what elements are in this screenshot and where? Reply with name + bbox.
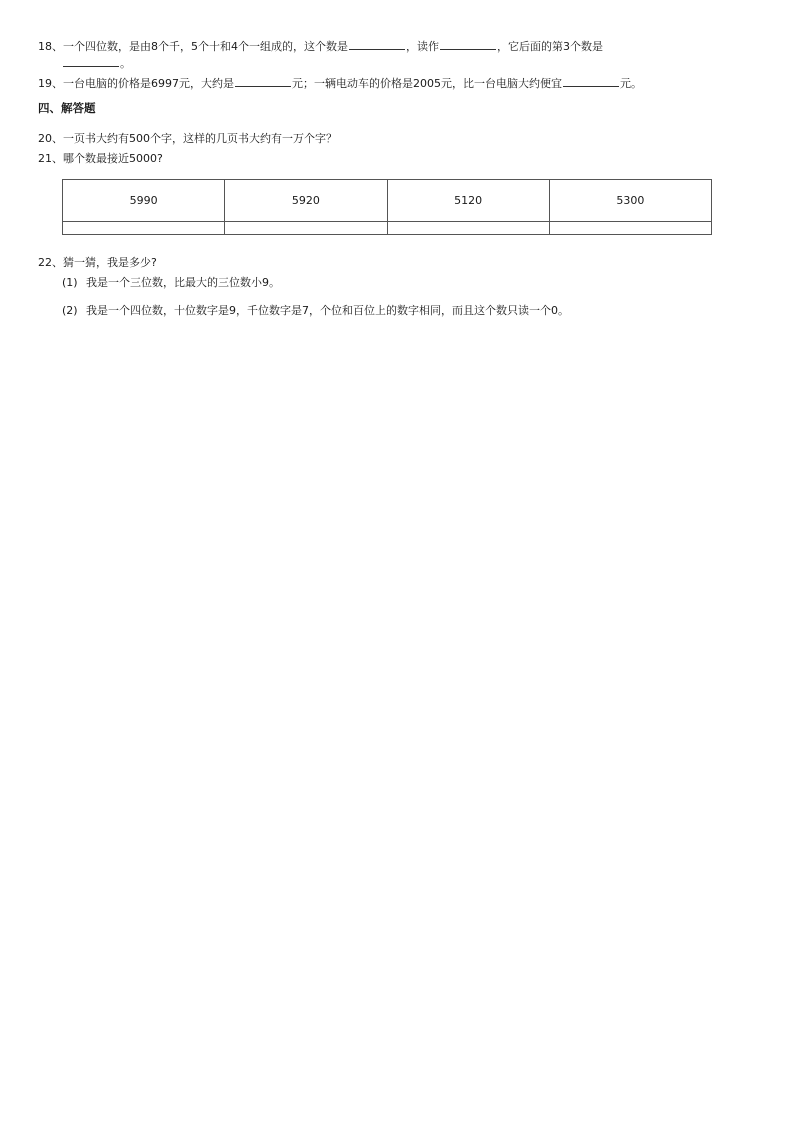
answer-blank-18c[interactable] xyxy=(63,56,119,67)
question-18-text-d: 。 xyxy=(120,57,131,70)
question-18-text-c: ，它后面的第3个数是 xyxy=(497,40,603,53)
question-19 xyxy=(38,76,642,91)
answer-blank-18a[interactable] xyxy=(349,39,405,50)
table-cell-value: 5300 xyxy=(549,180,711,222)
question-19-text-a: 19、一台电脑的价格是6997元，大约是 xyxy=(38,77,234,90)
question-19-text-b: 元；一辆电动车的价格是2005元，比一台电脑大约便宜 xyxy=(292,77,562,90)
answer-blank-19b[interactable] xyxy=(563,76,619,87)
table-cell-value: 5990 xyxy=(63,180,225,222)
question-22-sub-2 xyxy=(62,304,569,318)
answer-blank-19a[interactable] xyxy=(235,76,291,87)
question-18-text-b: ，读作 xyxy=(406,40,439,53)
sub-question-text: 我是一个三位数，比最大的三位数小9。 xyxy=(86,276,280,289)
question-22-title: 22、猜一猜，我是多少? xyxy=(38,256,157,269)
table-answer-cell[interactable] xyxy=(549,222,711,235)
sub-question-number: (1) xyxy=(62,276,78,289)
answer-blank-18b[interactable] xyxy=(440,39,496,50)
sub-question-text: 我是一个四位数，十位数字是9，千位数字是7，个位和百位上的数字相同，而且这个数只读一个0。 xyxy=(86,304,569,317)
question-18-line-1 xyxy=(38,39,603,54)
sub-question-number: (2) xyxy=(62,304,78,317)
table-answer-cell[interactable] xyxy=(387,222,549,235)
table-row-values xyxy=(63,180,712,222)
question-19-text-c: 元。 xyxy=(620,77,642,90)
table-answer-cell[interactable] xyxy=(63,222,225,235)
question-22-sub-1 xyxy=(62,276,280,290)
table-answer-cell[interactable] xyxy=(225,222,387,235)
question-18-text-a: 18、一个四位数，是由8个千，5个十和4个一组成的，这个数是 xyxy=(38,40,348,53)
question-21: 21、哪个数最接近5000? xyxy=(38,152,163,165)
table-row-answers xyxy=(63,222,712,235)
question-20: 20、一页书大约有500个字，这样的几页书大约有一万个字？ xyxy=(38,132,337,145)
table-cell-value: 5120 xyxy=(387,180,549,222)
section-4-heading: 四、解答题 xyxy=(38,101,96,115)
question-18-line-2 xyxy=(62,56,131,71)
question-21-table xyxy=(62,179,712,235)
table-cell-value: 5920 xyxy=(225,180,387,222)
